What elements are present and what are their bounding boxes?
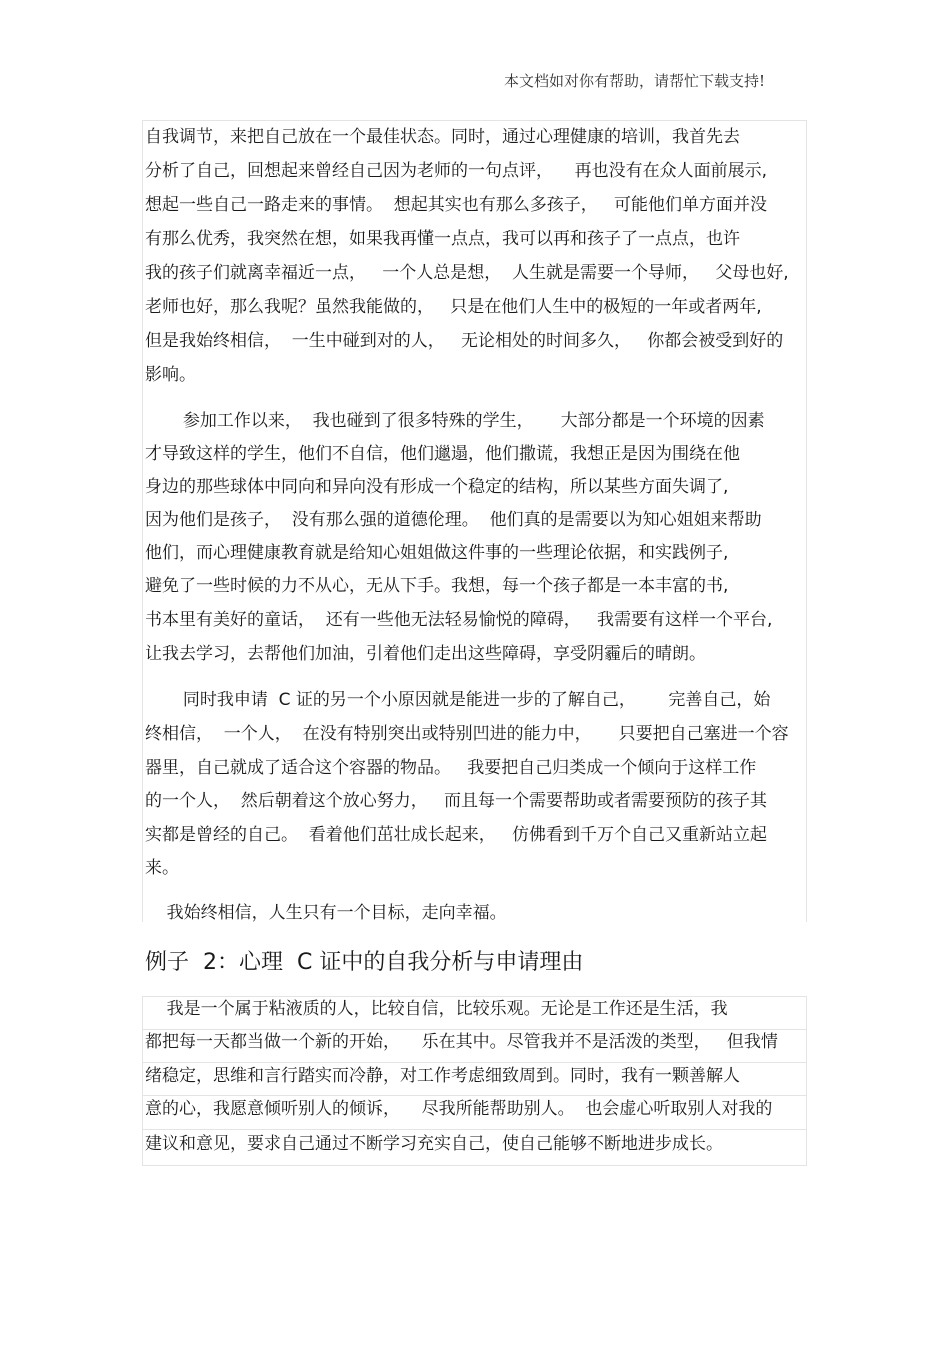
text-line: 老师也好，那么我呢？虽然我能做的， 只是在他们人生中的极短的一年或者两年, [145,297,762,317]
text-line: 让我去学习，去帮他们加油，引着他们走出这些障碍，享受阴霾后的晴朗。 [145,644,706,664]
divider [143,1165,806,1166]
download-support-header: 本文档如对你有帮助，请帮忙下载支持! [503,72,765,90]
divider [143,1129,806,1130]
text-line: 我的孩子们就离幸福近一点， 一个人总是想， 人生就是需要一个导师， 父母也好, [145,263,789,283]
text-line: 实都是曾经的自己。 看着他们茁壮成长起来， 仿佛看到千万个自己又重新站立起 [145,825,768,845]
divider [143,1095,806,1096]
section-heading: 例子 2：心理 C 证中的自我分析与申请理由 [145,950,584,975]
text-line: 绪稳定，思维和言行踏实而冷静，对工作考虑细致周到。同时，我有一颗善解人 [145,1066,740,1086]
text-line: 书本里有美好的童话， 还有一些他无法轻易愉悦的障碍， 我需要有这样一个平台, [145,610,773,630]
text-line: 建议和意见，要求自己通过不断学习充实自己，使自己能够不断地进步成长。 [145,1134,723,1154]
text-line: 他们，而心理健康教育就是给知心姐姐做这件事的一些理论依据，和实践例子, [145,543,729,563]
text-line: 器里，自己就成了适合这个容器的物品。 我要把自己归类成一个倾向于这样工作 [145,758,757,778]
text-line: 自我调节，来把自己放在一个最佳状态。同时，通过心理健康的培训，我首先去 [145,127,740,147]
text-line: 我是一个属于粘液质的人，比较自信，比较乐观。无论是工作还是生活，我 [145,999,728,1019]
divider [143,996,806,997]
text-line: 终相信， 一个人， 在没有特别突出或特别凹进的能力中， 只要把自己塞进一个容 [145,724,789,744]
text-line: 同时我申请 C 证的另一个小原因就是能进一步的了解自己， 完善自己，始 [145,690,771,710]
text-line: 避免了一些时候的力不从心，无从下手。我想，每一个孩子都是一本丰富的书, [145,576,729,596]
text-line: 但是我始终相信， 一生中碰到对的人， 无论相处的时间多久， 你都会被受到好的 [145,331,784,351]
divider [143,1062,806,1063]
text-line: 身边的那些球体中同向和异向没有形成一个稳定的结构，所以某些方面失调了, [145,477,729,497]
text-line: 参加工作以来， 我也碰到了很多特殊的学生， 大部分都是一个环境的因素 [145,411,765,431]
text-line: 因为他们是孩子， 没有那么强的道德伦理。 他们真的是需要以为知心姐姐来帮助 [145,510,762,530]
text-line: 影响。 [145,365,196,385]
text-line: 分析了自己，回想起来曾经自己因为老师的一句点评， 再也没有在众人面前展示, [145,161,768,181]
text-line: 才导致这样的学生，他们不自信，他们邋遢，他们撒谎，我想正是因为围绕在他 [145,444,740,464]
text-line: 的一个人， 然后朝着这个放心努力， 而且每一个需要帮助或者需要预防的孩子其 [145,791,768,811]
text-line: 来。 [145,858,179,878]
divider [143,1029,806,1030]
text-line: 意的心，我愿意倾听别人的倾诉， 尽我所能帮助别人。 也会虚心听取别人对我的 [145,1099,773,1119]
text-line: 有那么优秀，我突然在想，如果我再懂一点点，我可以再和孩子了一点点，也许 [145,229,740,249]
text-line: 想起一些自己一路走来的事情。 想起其实也有那么多孩子， 可能他们单方面并没 [145,195,768,215]
text-line: 我始终相信，人生只有一个目标，走向幸福。 [145,903,507,923]
text-line: 都把每一天都当做一个新的开始， 乐在其中。尽管我并不是活泼的类型， 但我情 [145,1032,778,1052]
